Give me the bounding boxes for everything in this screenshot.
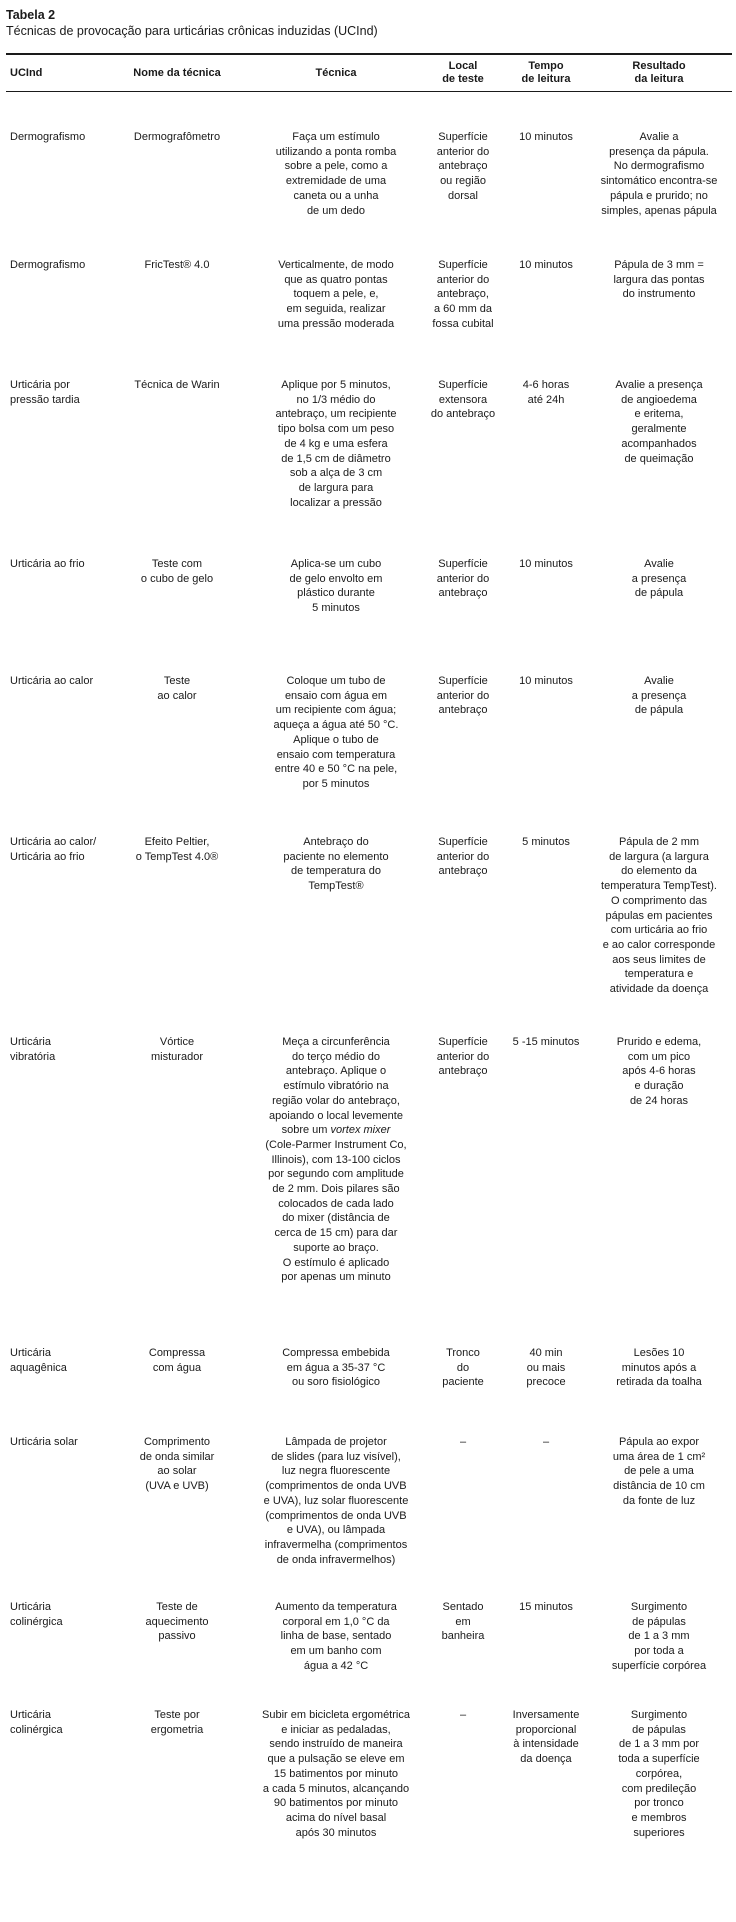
cell-local: Superfície anterior do antebraço [436,1036,490,1078]
cell-resultado: Avalie a presença de pápula [631,675,687,717]
cell-resultado: Prurido e edema, com um pico após 4-6 horas e duração de 24 horas [616,1036,702,1107]
cell-resultado: Pápula de 3 mm = largura das pontas do instrumento [613,259,705,301]
tecnica-text-before: Meça a circunferência do terço médio do antebraço. Aplique o estímulo vibratório na região volar do antebraço, apoiando o local levemente sobre um [269,1036,403,1137]
tecnica-text-after: (Cole-Parmer Instrument Co, Illinois), com 13-100 ciclos por segundo com amplitude de 2 mm. Dois pilares são colocados de cada lado do mixer (distância de cerca de 15 cm) para dar suporte ao braço. O estímulo é aplicado por apenas um minuto [265,1138,407,1284]
cell-tecnica: Lâmpada de projetor de slides (para luz visível), luz negra fluorescente (comprimentos de onda UVB e UVA), luz solar fluorescente (comprimentos de onda UVB e UVA), ou lâmpada infravermelha (comprimentos de onda infravermelhos) [263,1436,409,1566]
cell-nome: Comprimento de onda similar ao solar (UVA e UVB) [139,1436,215,1493]
header-resultado-leitura: Resultado da leitura [632,60,686,85]
table-row [6,835,732,1035]
table-row [6,1346,732,1435]
cell-local: Sentado em banheira [441,1601,485,1643]
cell-local: Tronco do paciente [442,1347,484,1389]
cell-ucind: Urticária por pressão tardia [10,379,80,406]
cell-nome: Compressa com água [148,1347,206,1374]
tecnica-italic-term: vortex mixer [330,1124,391,1137]
cell-ucind: Urticária colinérgica [10,1709,63,1736]
table-row [6,378,732,557]
cell-local: Superfície anterior do antebraço ou região dorsal [436,131,490,202]
cell-tempo: 10 minutos [519,675,573,687]
cell-tecnica: Aplica-se um cubo de gelo envolto em plástico durante 5 minutos [289,558,383,615]
cell-resultado: Surgimento de pápulas de 1 a 3 mm por toda a superfície corpórea, com predileção por tronco e membros superiores [618,1709,700,1839]
cell-local: – [459,1709,467,1721]
table-row [6,1600,732,1708]
cell-tempo: 40 min ou mais precoce [526,1347,566,1389]
cell-resultado: Surgimento de pápulas de 1 a 3 mm por toda a superfície corpórea [611,1601,707,1672]
cell-nome: Teste ao calor [157,675,197,702]
table-row [6,1708,732,1858]
cell-resultado: Pápula de 2 mm de largura (a largura do elemento da temperatura TempTest). O comprimento das pápulas em pacientes com urticária ao frio e ao calor corresponde aos seus limites de temperatura e atividade da doença [601,836,717,996]
cell-tecnica [252,1035,420,1346]
cell-tempo: 5 minutos [522,836,570,848]
cell-nome: Teste de aquecimento passivo [145,1601,209,1643]
table-row [6,674,732,835]
cell-ucind: Urticária aquagênica [10,1347,67,1374]
table-header-rule [6,91,732,92]
cell-tecnica: Coloque um tubo de ensaio com água em um recipiente com água; aqueça a água até 50 °C. Aplique o tubo de ensaio com temperatura entre 40 e 50 °C na pele, por 5 minutos [273,675,399,790]
cell-tempo: – [542,1436,550,1448]
cell-local: Superfície anterior do antebraço [436,836,490,878]
cell-tempo: 15 minutos [519,1601,573,1613]
cell-tempo: 4-6 horas até 24h [522,379,570,406]
cell-tecnica: Antebraço do paciente no elemento de temperatura do TempTest® [283,836,389,893]
header-ucind: UCInd [10,66,43,79]
table-row [6,557,732,674]
cell-ucind: Dermografismo [10,131,86,143]
cell-nome: Vórtice misturador [151,1036,203,1063]
cell-nome: Efeito Peltier, o TempTest 4.0® [135,836,219,863]
cell-local: Superfície anterior do antebraço, a 60 mm da fossa cubital [432,259,494,330]
cell-resultado: Avalie a presença de angioedema e eritema, geralmente acompanhados de queimação [615,379,703,465]
cell-tempo: Inversamente proporcional à intensidade da doença [512,1709,580,1766]
cell-resultado: Lesões 10 minutos após a retirada da toalha [616,1347,702,1389]
cell-nome: Teste com o cubo de gelo [140,558,214,585]
cell-ucind: Urticária solar [10,1436,78,1448]
cell-nome: Técnica de Warin [134,379,220,391]
cell-ucind: Urticária ao calor [10,675,94,687]
cell-nome: Dermografômetro [133,131,221,143]
cell-ucind: Urticária ao calor/ Urticária ao frio [10,836,97,863]
cell-local: Superfície anterior do antebraço [436,558,490,600]
cell-tecnica: Verticalmente, de modo que as quatro pontas toquem a pele, e, em seguida, realizar uma pressão moderada [277,259,395,330]
table-body [6,130,732,1858]
table-header [6,55,732,91]
header-tecnica: Técnica [315,66,357,79]
table-row [6,130,732,258]
cell-tecnica: Subir em bicicleta ergométrica e iniciar as pedaladas, sendo instruído de maneira que a pulsação se eleve em 15 batimentos por minuto a cada 5 minutos, alcançando 90 batimentos por minuto acima do nível basal após 30 minutos [262,1709,410,1839]
cell-tempo: 5 -15 minutos [512,1036,580,1048]
header-tempo-leitura: Tempo de leitura [521,60,571,85]
cell-tempo: 10 minutos [519,558,573,570]
cell-tecnica: Aplique por 5 minutos, no 1/3 médio do antebraço, um recipiente tipo bolsa com um peso de 4 kg e uma esfera de 1,5 cm de diâmetro sob a alça de 3 cm de largura para localizar a pressão [275,379,397,509]
cell-nome: Teste por ergometria [150,1709,204,1736]
cell-ucind: Dermografismo [10,259,86,271]
cell-tecnica: Aumento da temperatura corporal em 1,0 °C da linha de base, sentado em um banho com água a 42 °C [275,1601,397,1672]
cell-local: Superfície extensora do antebraço [430,379,496,421]
cell-ucind: Urticária colinérgica [10,1601,63,1628]
cell-ucind: Urticária ao frio [10,558,85,570]
cell-tempo: 10 minutos [519,131,573,143]
header-nome-tecnica: Nome da técnica [133,66,221,79]
table-row [6,1035,732,1346]
table-row [6,258,732,378]
table-label: Tabela 2 [6,8,56,22]
cell-ucind: Urticária vibratória [10,1036,56,1063]
cell-nome: FricTest® 4.0 [144,259,210,271]
cell-resultado: Avalie a presença da pápula. No dermografismo sintomático encontra-se pápula e prurido; no simples, apenas pápula [600,131,718,217]
cell-tecnica: Faça um estímulo utilizando a ponta romba sobre a pele, como a extremidade de uma caneta ou a unha de um dedo [275,131,397,217]
cell-local: – [459,1436,467,1448]
cell-resultado: Avalie a presença de pápula [631,558,687,600]
cell-tempo: 10 minutos [519,259,573,271]
cell-tecnica: Compressa embebida em água a 35-37 °C ou soro fisiológico [282,1347,390,1389]
cell-local: Superfície anterior do antebraço [436,675,490,717]
table-row [6,1435,732,1600]
cell-resultado: Pápula ao expor uma área de 1 cm² de pele a uma distância de 10 cm da fonte de luz [612,1436,706,1507]
table-caption: Técnicas de provocação para urticárias crônicas induzidas (UCInd) [6,24,378,38]
header-local-teste: Local de teste [442,60,484,85]
